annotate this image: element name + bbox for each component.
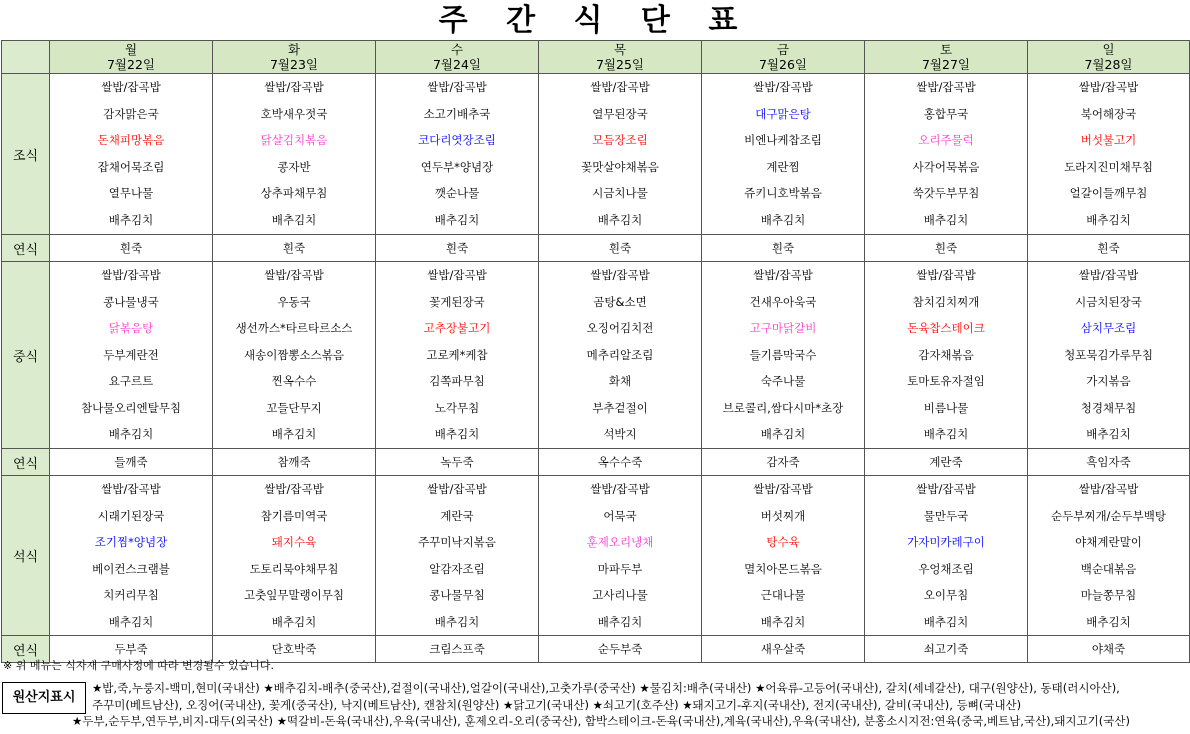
menu-item: 마파두부	[597, 561, 643, 576]
menu-item: 쌀밥/잡곡밥	[590, 80, 650, 94]
menu-item: 녹두죽	[440, 455, 474, 469]
menu-item: 치커리무침	[103, 588, 159, 602]
menu-item: 홍합무국	[923, 106, 969, 121]
menu-item: 코다리엿장조림	[418, 133, 496, 147]
origin-line-1: ★밥,죽,누룽지-백미,현미(국내산) ★배추김치-배추(중국산),겉절이(국내산),얼갈이(국내산),고춧가루(중국산) ★물김치:배추(국내산) ★어육류-고등어(국내산), 갈치(세네갈산), 대구(원양산), 동태(러시아산),	[92, 681, 1120, 695]
menu-item: 참깨죽	[277, 455, 311, 469]
menu-cell	[539, 74, 702, 235]
corner-cell	[2, 41, 50, 74]
menu-item: 쌀밥/잡곡밥	[916, 268, 976, 282]
menu-item: 열무나물	[108, 186, 154, 200]
day-name: 토	[939, 42, 953, 57]
menu-item: 오징어김치전	[586, 321, 654, 335]
menu-item: 고로케*케찹	[426, 347, 488, 362]
menu-item: 꽃게된장국	[429, 294, 485, 309]
menu-cell	[50, 262, 213, 449]
menu-item: 시금치된장국	[1075, 294, 1142, 309]
menu-cell	[539, 476, 702, 636]
menu-item: 고춧잎무말랭이무침	[244, 588, 344, 602]
menu-item: 노각무침	[434, 400, 480, 415]
menu-item: 옥수수죽	[597, 455, 643, 469]
soft-meal-row	[2, 235, 1190, 262]
menu-item: 쌀밥/잡곡밥	[427, 268, 487, 282]
menu-cell	[702, 262, 865, 449]
menu-cell	[702, 636, 865, 663]
menu-item: 탕수육	[766, 535, 800, 549]
menu-item: 크림스프죽	[429, 642, 485, 656]
menu-item: 쌀밥/잡곡밥	[101, 482, 161, 496]
menu-item: 비름나물	[923, 400, 969, 415]
menu-item: 쌀밥/잡곡밥	[264, 80, 324, 94]
menu-item: 버섯불고기	[1080, 133, 1137, 147]
menu-item: 배추김치	[923, 427, 969, 441]
weekly-menu-table	[1, 40, 1190, 663]
menu-item: 꼬들단무지	[266, 400, 322, 415]
menu-item: 흰죽	[1097, 241, 1120, 255]
meal-label: 석식	[2, 476, 50, 636]
menu-item: 얼갈이들깨무침	[1069, 186, 1148, 200]
meal-label: 중식	[2, 262, 50, 449]
menu-item: 깻순나물	[434, 186, 480, 200]
menu-item: 배추김치	[760, 614, 806, 629]
menu-item: 배추김치	[597, 614, 643, 629]
menu-item: 베이컨스크램블	[92, 561, 170, 576]
menu-item: 야채계란말이	[1075, 535, 1142, 549]
meal-label: 연식	[2, 636, 50, 663]
meal-row	[2, 74, 1190, 235]
menu-item: 삼치무조림	[1080, 321, 1137, 335]
menu-item: 돈채피망볶음	[97, 133, 165, 147]
menu-item: 청포묵김가루무침	[1064, 347, 1153, 362]
menu-cell	[376, 262, 539, 449]
menu-item: 쌀밥/잡곡밥	[753, 268, 813, 282]
menu-cell	[213, 262, 376, 449]
menu-item: 쌀밥/잡곡밥	[590, 482, 650, 496]
menu-item: 시금치나물	[592, 186, 648, 200]
menu-item: 배추김치	[434, 614, 480, 629]
menu-cell	[50, 74, 213, 235]
menu-cell	[213, 476, 376, 636]
menu-item: 닭살김치볶음	[260, 133, 328, 147]
menu-item: 숙주나물	[760, 374, 806, 388]
menu-item: 계란찜	[766, 159, 800, 174]
menu-item: 배추김치	[923, 212, 969, 227]
menu-item: 쌀밥/잡곡밥	[427, 482, 487, 496]
day-header	[1028, 41, 1190, 74]
menu-item: 흰죽	[934, 241, 958, 255]
menu-item: 흰죽	[771, 241, 795, 255]
menu-cell	[376, 476, 539, 636]
menu-item: 쌀밥/잡곡밥	[916, 80, 976, 94]
menu-item: 청경채무침	[1080, 400, 1137, 415]
menu-item: 배추김치	[923, 614, 969, 629]
menu-cell	[865, 476, 1028, 636]
day-date: 7월25일	[595, 57, 644, 72]
menu-item: 꽃맛살야채볶음	[581, 159, 659, 174]
menu-change-notice: ※ 위 메뉴는 식자재 구매사정에 따라 변경될수 있습니다.	[3, 659, 274, 672]
day-name: 일	[1102, 42, 1115, 57]
menu-cell	[1028, 74, 1190, 235]
menu-item: 흰죽	[119, 241, 143, 255]
menu-item: 가지볶음	[1086, 374, 1131, 388]
menu-item: 새우살죽	[760, 642, 806, 656]
menu-item: 고추장불고기	[423, 321, 491, 335]
menu-item: 배추김치	[1086, 427, 1131, 441]
menu-item: 멸치아몬드볶음	[744, 561, 822, 576]
menu-cell	[213, 235, 376, 262]
menu-item: 고구마닭갈비	[749, 321, 817, 335]
day-date: 7월27일	[921, 57, 970, 72]
menu-item: 배추김치	[271, 212, 317, 227]
menu-item: 화채	[608, 374, 632, 388]
menu-item: 석박지	[603, 427, 637, 441]
menu-cell	[702, 476, 865, 636]
menu-item: 물만두국	[923, 508, 969, 523]
menu-item: 쌀밥/잡곡밥	[101, 80, 161, 94]
menu-item: 고사리나물	[592, 588, 648, 602]
menu-item: 오리주물럭	[918, 133, 974, 147]
day-header	[702, 41, 865, 74]
menu-cell	[376, 235, 539, 262]
menu-item: 흰죽	[608, 241, 632, 255]
menu-item: 배추김치	[1086, 212, 1131, 227]
menu-cell	[702, 74, 865, 235]
menu-item: 부추겉절이	[592, 400, 648, 415]
menu-cell	[376, 74, 539, 235]
menu-item: 단호박죽	[271, 642, 317, 656]
menu-item: 배추김치	[108, 427, 154, 441]
menu-item: 쌀밥/잡곡밥	[1078, 268, 1139, 282]
menu-item: 토마토유자절임	[907, 374, 985, 388]
menu-item: 찐옥수수	[271, 374, 317, 388]
menu-item: 마늘쫑무침	[1080, 588, 1137, 602]
menu-cell	[50, 449, 213, 476]
day-name: 수	[450, 42, 464, 57]
day-date: 7월28일	[1084, 57, 1133, 72]
menu-item: 상추파채무침	[260, 186, 328, 200]
day-header-row	[2, 41, 1190, 74]
menu-item: 알감자조림	[429, 561, 485, 576]
menu-item: 생선까스*타르타르소스	[235, 321, 353, 335]
menu-cell	[1028, 636, 1190, 663]
menu-cell	[539, 262, 702, 449]
menu-item: 쑥갓두부무침	[912, 186, 980, 200]
menu-cell	[865, 636, 1028, 663]
menu-item: 어묵국	[603, 508, 637, 523]
menu-item: 순두부찌개/순두부백탕	[1051, 508, 1166, 523]
menu-item: 오이무침	[923, 588, 969, 602]
origin-line-2: 주꾸미(베트남산), 오징어(국내산), 꽃게(중국산), 낙지(베트남산), 캔참치(원양산) ★닭고기(국내산) ★쇠고기(호주산) ★돼지고기-후지(국내산), 전지(국내산), 갈비(국내산), 등뼈(국내산)	[92, 698, 1022, 712]
day-header	[376, 41, 539, 74]
meal-label: 연식	[2, 449, 50, 476]
menu-cell	[702, 449, 865, 476]
menu-item: 소고기배추국	[423, 106, 491, 121]
menu-cell	[539, 235, 702, 262]
menu-item: 흰죽	[282, 241, 306, 255]
menu-item: 연두부*양념장	[420, 159, 494, 174]
menu-item: 사각어묵볶음	[912, 159, 980, 174]
day-name: 화	[287, 42, 301, 57]
menu-item: 쌀밥/잡곡밥	[264, 268, 324, 282]
menu-item: 근대나물	[760, 588, 806, 602]
menu-cell	[376, 636, 539, 663]
day-date: 7월24일	[432, 57, 481, 72]
menu-item: 메추리알조림	[586, 347, 654, 362]
menu-item: 야채죽	[1091, 642, 1126, 656]
menu-item: 감자맑은국	[103, 106, 159, 121]
day-date: 7월23일	[269, 57, 318, 72]
menu-item: 들깨죽	[114, 455, 148, 469]
menu-item: 도라지진미채무침	[1064, 159, 1153, 174]
menu-item: 쇠고기죽	[923, 642, 969, 656]
menu-item: 호박새우젓국	[260, 106, 328, 121]
menu-item: 쌀밥/잡곡밥	[753, 482, 813, 496]
menu-item: 계란죽	[929, 455, 963, 469]
menu-item: 우엉채조림	[918, 561, 974, 576]
menu-item: 배추김치	[108, 614, 154, 629]
menu-cell	[50, 235, 213, 262]
menu-item: 쌀밥/잡곡밥	[590, 268, 650, 282]
meal-label: 조식	[2, 74, 50, 235]
menu-item: 백순대볶음	[1080, 561, 1137, 576]
menu-item: 가자미카레구이	[907, 535, 985, 549]
day-date: 7월22일	[106, 57, 155, 72]
menu-item: 우동국	[277, 294, 311, 309]
menu-item: 주꾸미낙지볶음	[418, 535, 496, 549]
menu-cell	[1028, 476, 1190, 636]
menu-item: 두부계란전	[103, 347, 159, 362]
page-title: 주 간 식 단 표	[438, 3, 752, 38]
menu-item: 참기름미역국	[260, 508, 328, 523]
menu-item: 순두부죽	[597, 642, 643, 656]
menu-item: 배추김치	[597, 212, 643, 227]
day-name: 월	[124, 42, 138, 57]
menu-item: 쌀밥/잡곡밥	[916, 482, 976, 496]
menu-item: 배추김치	[434, 427, 480, 441]
menu-item: 쌀밥/잡곡밥	[427, 80, 487, 94]
menu-cell	[213, 449, 376, 476]
day-header	[865, 41, 1028, 74]
menu-cell	[702, 235, 865, 262]
menu-item: 김쪽파무침	[429, 374, 485, 388]
menu-item: 배추김치	[1086, 614, 1131, 629]
meal-label: 연식	[2, 235, 50, 262]
menu-cell	[376, 449, 539, 476]
menu-item: 참치김치찌개	[912, 294, 980, 309]
menu-item: 쌀밥/잡곡밥	[753, 80, 813, 94]
menu-item: 쥬키니호박볶음	[744, 186, 822, 200]
menu-item: 참나물오리엔탈무침	[81, 400, 181, 415]
menu-item: 배추김치	[434, 212, 480, 227]
menu-item: 배추김치	[271, 614, 317, 629]
menu-cell	[865, 74, 1028, 235]
menu-item: 훈제오리냉채	[586, 535, 654, 549]
menu-item: 돼지수육	[271, 535, 317, 549]
menu-item: 곰탕&소면	[593, 294, 647, 309]
menu-item: 쌀밥/잡곡밥	[1078, 80, 1139, 94]
menu-cell	[50, 476, 213, 636]
menu-item: 닭볶음탕	[108, 321, 154, 335]
menu-item: 돈육찹스테이크	[907, 321, 985, 335]
menu-item: 콩자반	[277, 159, 311, 174]
menu-item: 북어해장국	[1080, 106, 1137, 121]
menu-item: 흑임자죽	[1086, 455, 1131, 469]
day-name: 목	[613, 42, 627, 57]
menu-item: 들기름막국수	[749, 347, 817, 362]
menu-item: 브로콜리,쌈다시마*초장	[722, 400, 844, 415]
menu-item: 감자채볶음	[918, 347, 974, 362]
origin-label: 원산지표시	[2, 682, 86, 714]
day-header	[50, 41, 213, 74]
meal-row	[2, 476, 1190, 636]
menu-cell	[1028, 235, 1190, 262]
menu-item: 쌀밥/잡곡밥	[101, 268, 161, 282]
menu-item: 쌀밥/잡곡밥	[1078, 482, 1139, 496]
menu-item: 계란국	[440, 508, 474, 523]
soft-meal-row	[2, 449, 1190, 476]
menu-cell	[213, 74, 376, 235]
menu-item: 배추김치	[760, 427, 806, 441]
menu-item: 콩나물냉국	[103, 294, 159, 309]
menu-item: 두부죽	[114, 642, 148, 656]
menu-item: 조기찜*양념장	[94, 535, 168, 549]
menu-item: 요구르트	[108, 374, 154, 388]
menu-item: 시래기된장국	[97, 508, 165, 523]
menu-cell	[865, 449, 1028, 476]
day-header	[213, 41, 376, 74]
origin-line-3: ★두부,순두부,연두부,비지-대두(외국산) ★떡갈비-돈육(국내산),우육(국내산), 훈제오리-오리(중국산), 함박스테이크-돈육(국내산),계육(국내산),우육(국내산), 분홍소시지전:연육(중국,베트남,국산),돼지고기(국산)	[72, 714, 1130, 728]
menu-item: 흰죽	[445, 241, 469, 255]
menu-cell	[539, 449, 702, 476]
menu-item: 콩나물무침	[429, 588, 485, 602]
menu-item: 잡채어묵조림	[97, 159, 165, 174]
meal-row	[2, 262, 1190, 449]
menu-cell	[865, 262, 1028, 449]
menu-cell	[539, 636, 702, 663]
menu-item: 비엔나케찹조림	[744, 133, 822, 147]
menu-item: 모듬장조림	[592, 133, 648, 147]
day-name: 금	[776, 42, 790, 57]
menu-item: 대구맑은탕	[755, 106, 811, 121]
day-header	[539, 41, 702, 74]
menu-item: 새송이짬뽕소스볶음	[244, 347, 344, 362]
menu-item: 건새우아욱국	[749, 294, 817, 309]
menu-item: 열무된장국	[592, 106, 648, 121]
menu-item: 배추김치	[271, 427, 317, 441]
menu-item: 도토리묵야채무침	[249, 561, 339, 576]
menu-item: 배추김치	[760, 212, 806, 227]
menu-item: 쌀밥/잡곡밥	[264, 482, 324, 496]
menu-item: 감자죽	[766, 455, 800, 469]
menu-cell	[1028, 449, 1190, 476]
menu-cell	[865, 235, 1028, 262]
day-date: 7월26일	[758, 57, 807, 72]
menu-item: 버섯찌개	[760, 508, 806, 523]
menu-cell	[1028, 262, 1190, 449]
menu-item: 배추김치	[108, 212, 154, 227]
